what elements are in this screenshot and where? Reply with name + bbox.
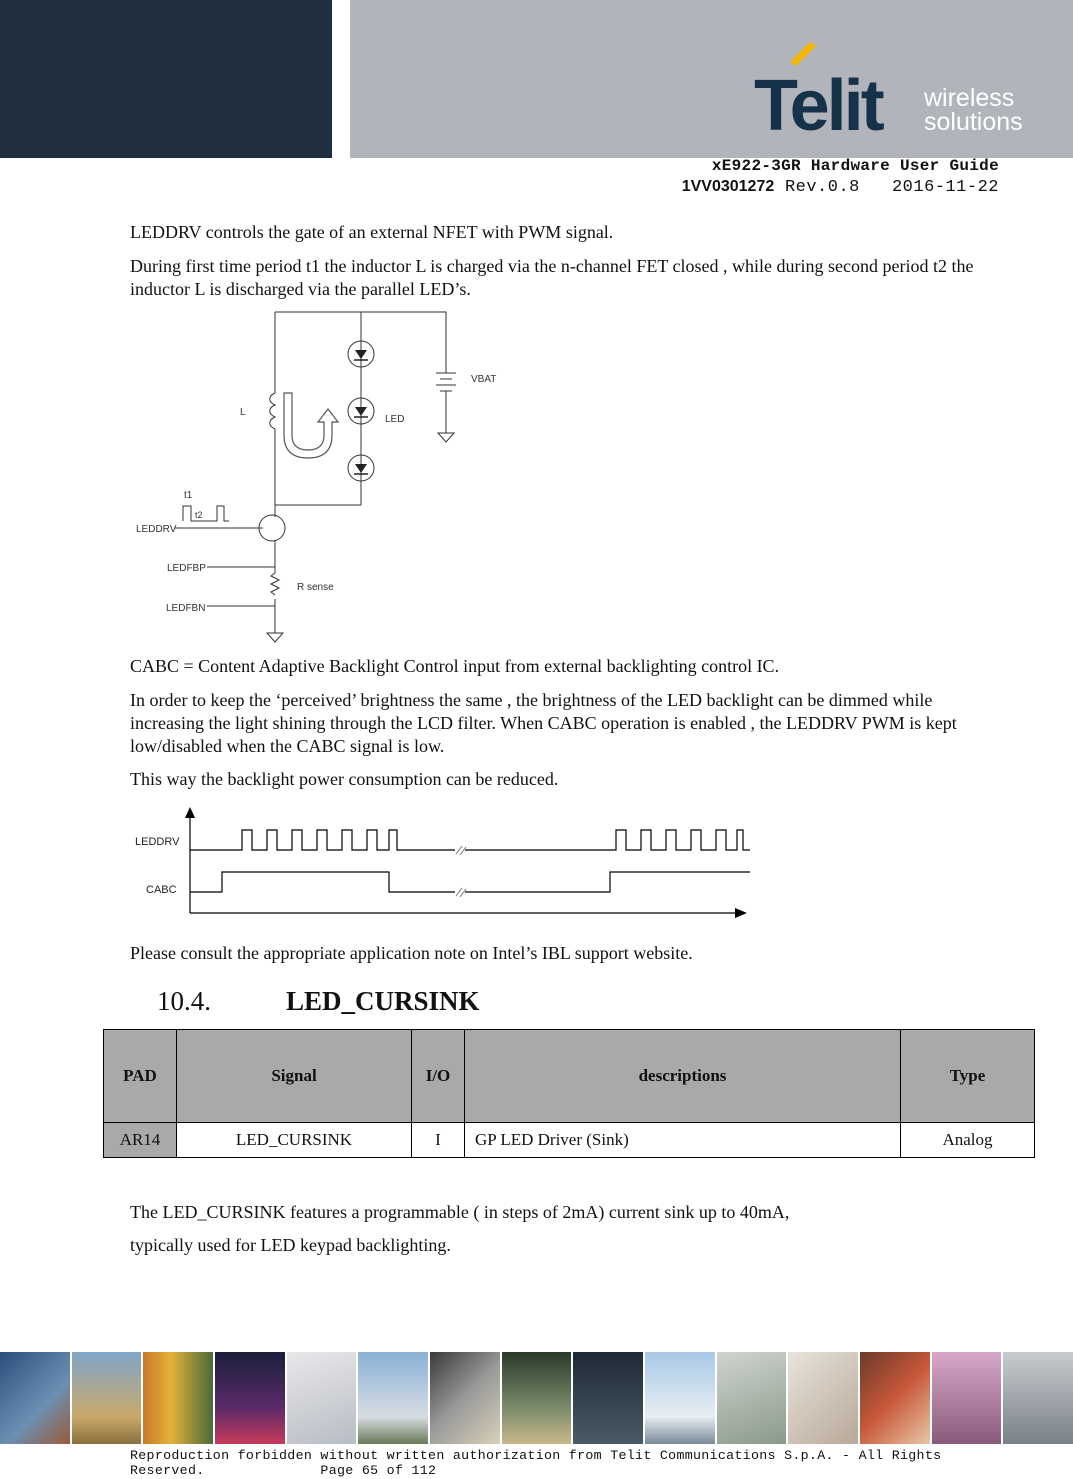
photo-tile	[502, 1352, 572, 1444]
break-mark	[456, 846, 466, 855]
y-axis-arrow	[185, 807, 195, 818]
led-driver-circuit	[125, 305, 525, 650]
leddrv-waveform-2	[465, 830, 750, 850]
label-vbat: VBAT	[471, 374, 497, 385]
label-t1: t1	[184, 490, 193, 501]
photo-tile	[0, 1352, 70, 1444]
label-leddrv: LEDDRV	[136, 524, 177, 535]
logo-accent	[790, 42, 816, 66]
current-arrow	[284, 393, 338, 458]
timing-label-leddrv: LEDDRV	[135, 836, 180, 848]
cell-pad: AR14	[104, 1123, 177, 1158]
table-header-type: Type	[901, 1030, 1035, 1123]
pwm-pulse	[183, 506, 229, 521]
footer-copyright-line1: Reproduction forbidden without written authorization from Telit Communications S.p.A. - All Rights	[130, 1448, 942, 1463]
paragraph-power: This way the backlight power consumption can be reduced.	[130, 769, 559, 789]
label-rsense: R sense	[297, 582, 334, 593]
led-cursink-table	[103, 1029, 1035, 1158]
photo-tile	[1003, 1352, 1073, 1444]
inductor	[270, 393, 275, 429]
table-header-row	[104, 1030, 1035, 1123]
doc-number: 1VV0301272	[681, 178, 775, 195]
table-header-signal: Signal	[177, 1030, 412, 1123]
label-inductor: L	[240, 407, 246, 418]
table-row	[104, 1123, 1035, 1158]
vbat-ground	[438, 433, 454, 442]
rsense-resistor	[271, 573, 279, 595]
paragraph-cabc-definition: CABC = Content Adaptive Backlight Control input from external backlighting control IC.	[130, 656, 780, 676]
cell-type: Analog	[901, 1123, 1035, 1158]
paragraph-cursink-feature: The LED_CURSINK features a programmable ( in steps of 2mA) current sink up to 40mA,	[130, 1202, 790, 1222]
cabc-timing-diagram	[125, 800, 765, 925]
photo-tile	[932, 1352, 1002, 1444]
telit-logo	[752, 42, 1042, 140]
timing-label-cabc: CABC	[146, 884, 177, 896]
label-led: LED	[385, 414, 405, 425]
cell-description: GP LED Driver (Sink)	[465, 1123, 901, 1158]
doc-revision: Rev.0.8	[784, 178, 860, 197]
photo-tile	[215, 1352, 285, 1444]
doc-date: 2016-11-22	[891, 178, 999, 197]
label-t2: t2	[195, 510, 203, 520]
doc-title: xE922-3GR Hardware User Guide	[711, 157, 999, 175]
photo-tile	[573, 1352, 643, 1444]
cell-signal: LED_CURSINK	[177, 1123, 412, 1158]
photo-tile	[72, 1352, 142, 1444]
photo-tile	[717, 1352, 787, 1444]
photo-tile	[645, 1352, 715, 1444]
logo-tagline-1: wireless	[924, 84, 1015, 112]
photo-tile	[358, 1352, 428, 1444]
logo-tagline-2: solutions	[924, 108, 1023, 136]
photo-tile	[788, 1352, 858, 1444]
paragraph-ibl-note: Please consult the appropriate application note on Intel’s IBL support website.	[130, 943, 693, 963]
paragraph-cabc-operation: In order to keep the ‘perceived’ brightness the same , the brightness of the LED backlight can be dimmed while increasing the light shining through the LCD filter. When CABC operation is enabled , the LEDDRV PWM is kept low/disabled when the CABC signal is low.	[130, 690, 957, 756]
paragraph-periods: During first time period t1 the inductor L is charged via the n-channel FET closed , while during second period t2 the inductor L is discharged via the parallel LED’s.	[130, 256, 974, 299]
logo-word: Telit	[754, 66, 882, 140]
footer-photo-strip	[0, 1352, 1073, 1444]
photo-tile	[860, 1352, 930, 1444]
label-ledfbp: LEDFBP	[167, 563, 206, 574]
section-title: LED_CURSINK	[286, 986, 480, 1016]
paragraph-leddrv: LEDDRV controls the gate of an external NFET with PWM signal.	[130, 222, 614, 242]
cabc-waveform	[190, 872, 455, 892]
ground-symbol	[267, 633, 283, 642]
section-number: 10.4.	[157, 986, 211, 1016]
x-axis-arrow	[735, 908, 747, 918]
table-header-descriptions: descriptions	[465, 1030, 901, 1123]
label-ledfbn: LEDFBN	[166, 603, 206, 614]
header-dark-block	[0, 0, 332, 158]
photo-tile	[430, 1352, 500, 1444]
paragraph-cursink-usage: typically used for LED keypad backlighting.	[130, 1235, 451, 1255]
cell-io: I	[412, 1123, 465, 1158]
leddrv-waveform	[190, 830, 455, 850]
photo-tile	[287, 1352, 357, 1444]
footer-copyright-line2: Reserved. Page 65 of 112	[130, 1463, 437, 1478]
doc-meta	[682, 178, 999, 197]
table-header-pad: PAD	[104, 1030, 177, 1123]
photo-tile	[143, 1352, 213, 1444]
break-mark	[456, 888, 466, 897]
cabc-waveform-2	[465, 872, 750, 892]
table-header-io: I/O	[412, 1030, 465, 1123]
